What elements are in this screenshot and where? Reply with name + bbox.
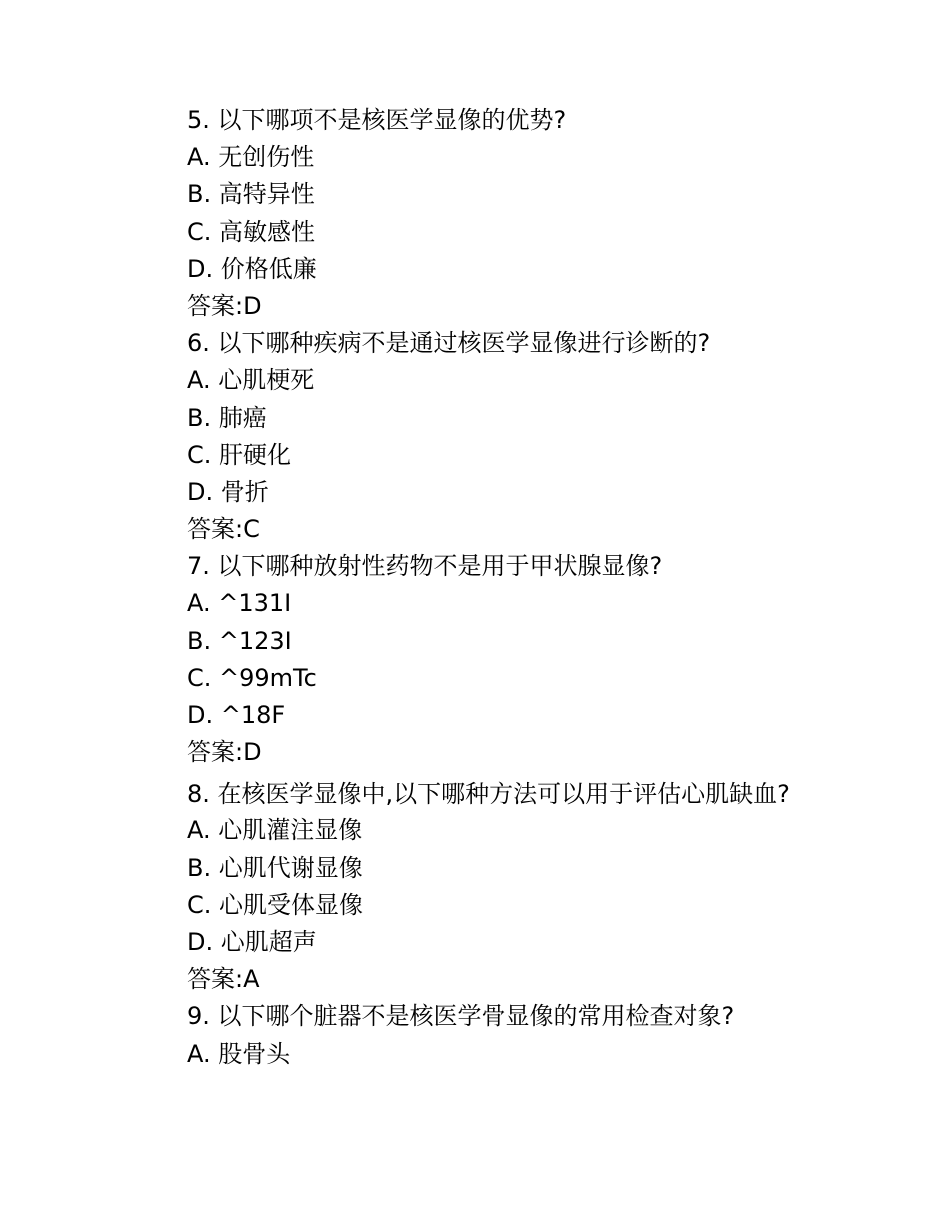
question-5-answer: 答案:D — [187, 291, 262, 320]
question-7-answer: 答案:D — [187, 738, 262, 767]
question-6-answer: 答案:C — [187, 515, 260, 544]
question-6-option-b: B. 肺癌 — [187, 403, 267, 432]
question-8-option-d: D. 心肌超声 — [187, 927, 317, 956]
question-5-text: 5. 以下哪项不是核医学显像的优势? — [187, 106, 567, 134]
question-8-answer: 答案:A — [187, 965, 260, 994]
question-7-text: 7. 以下哪种放射性药物不是用于甲状腺显像? — [187, 552, 663, 581]
question-9-text: 9. 以下哪个脏器不是核医学骨显像的常用检查对象? — [187, 1002, 735, 1031]
question-8-option-a: A. 心肌灌注显像 — [187, 816, 363, 845]
question-6-text: 6. 以下哪种疾病不是通过核医学显像进行诊断的? — [187, 329, 711, 358]
question-8-text: 8. 在核医学显像中,以下哪种方法可以用于评估心肌缺血? — [187, 780, 790, 809]
question-7-option-a: A. ^131I — [187, 589, 292, 618]
question-7-option-b: B. ^123I — [187, 626, 292, 655]
question-6-option-c: C. 肝硬化 — [187, 440, 292, 469]
question-8-option-b: B. 心肌代谢显像 — [187, 853, 363, 882]
question-5-option-a: A. 无创伤性 — [187, 143, 315, 172]
question-6-option-a: A. 心肌梗死 — [187, 366, 315, 395]
question-5-option-b: B. 高特异性 — [187, 180, 315, 209]
question-6-option-d: D. 骨折 — [187, 477, 269, 506]
question-list — [187, 102, 797, 1073]
question-5-option-c: C. 高敏感性 — [187, 217, 316, 246]
question-9-option-a: A. 股骨头 — [187, 1039, 291, 1068]
question-5-option-d: D. 价格低廉 — [187, 254, 317, 283]
question-7-option-c: C. ^99mTc — [187, 663, 317, 692]
question-8-option-c: C. 心肌受体显像 — [187, 890, 364, 919]
question-7-option-d: D. ^18F — [187, 701, 286, 729]
